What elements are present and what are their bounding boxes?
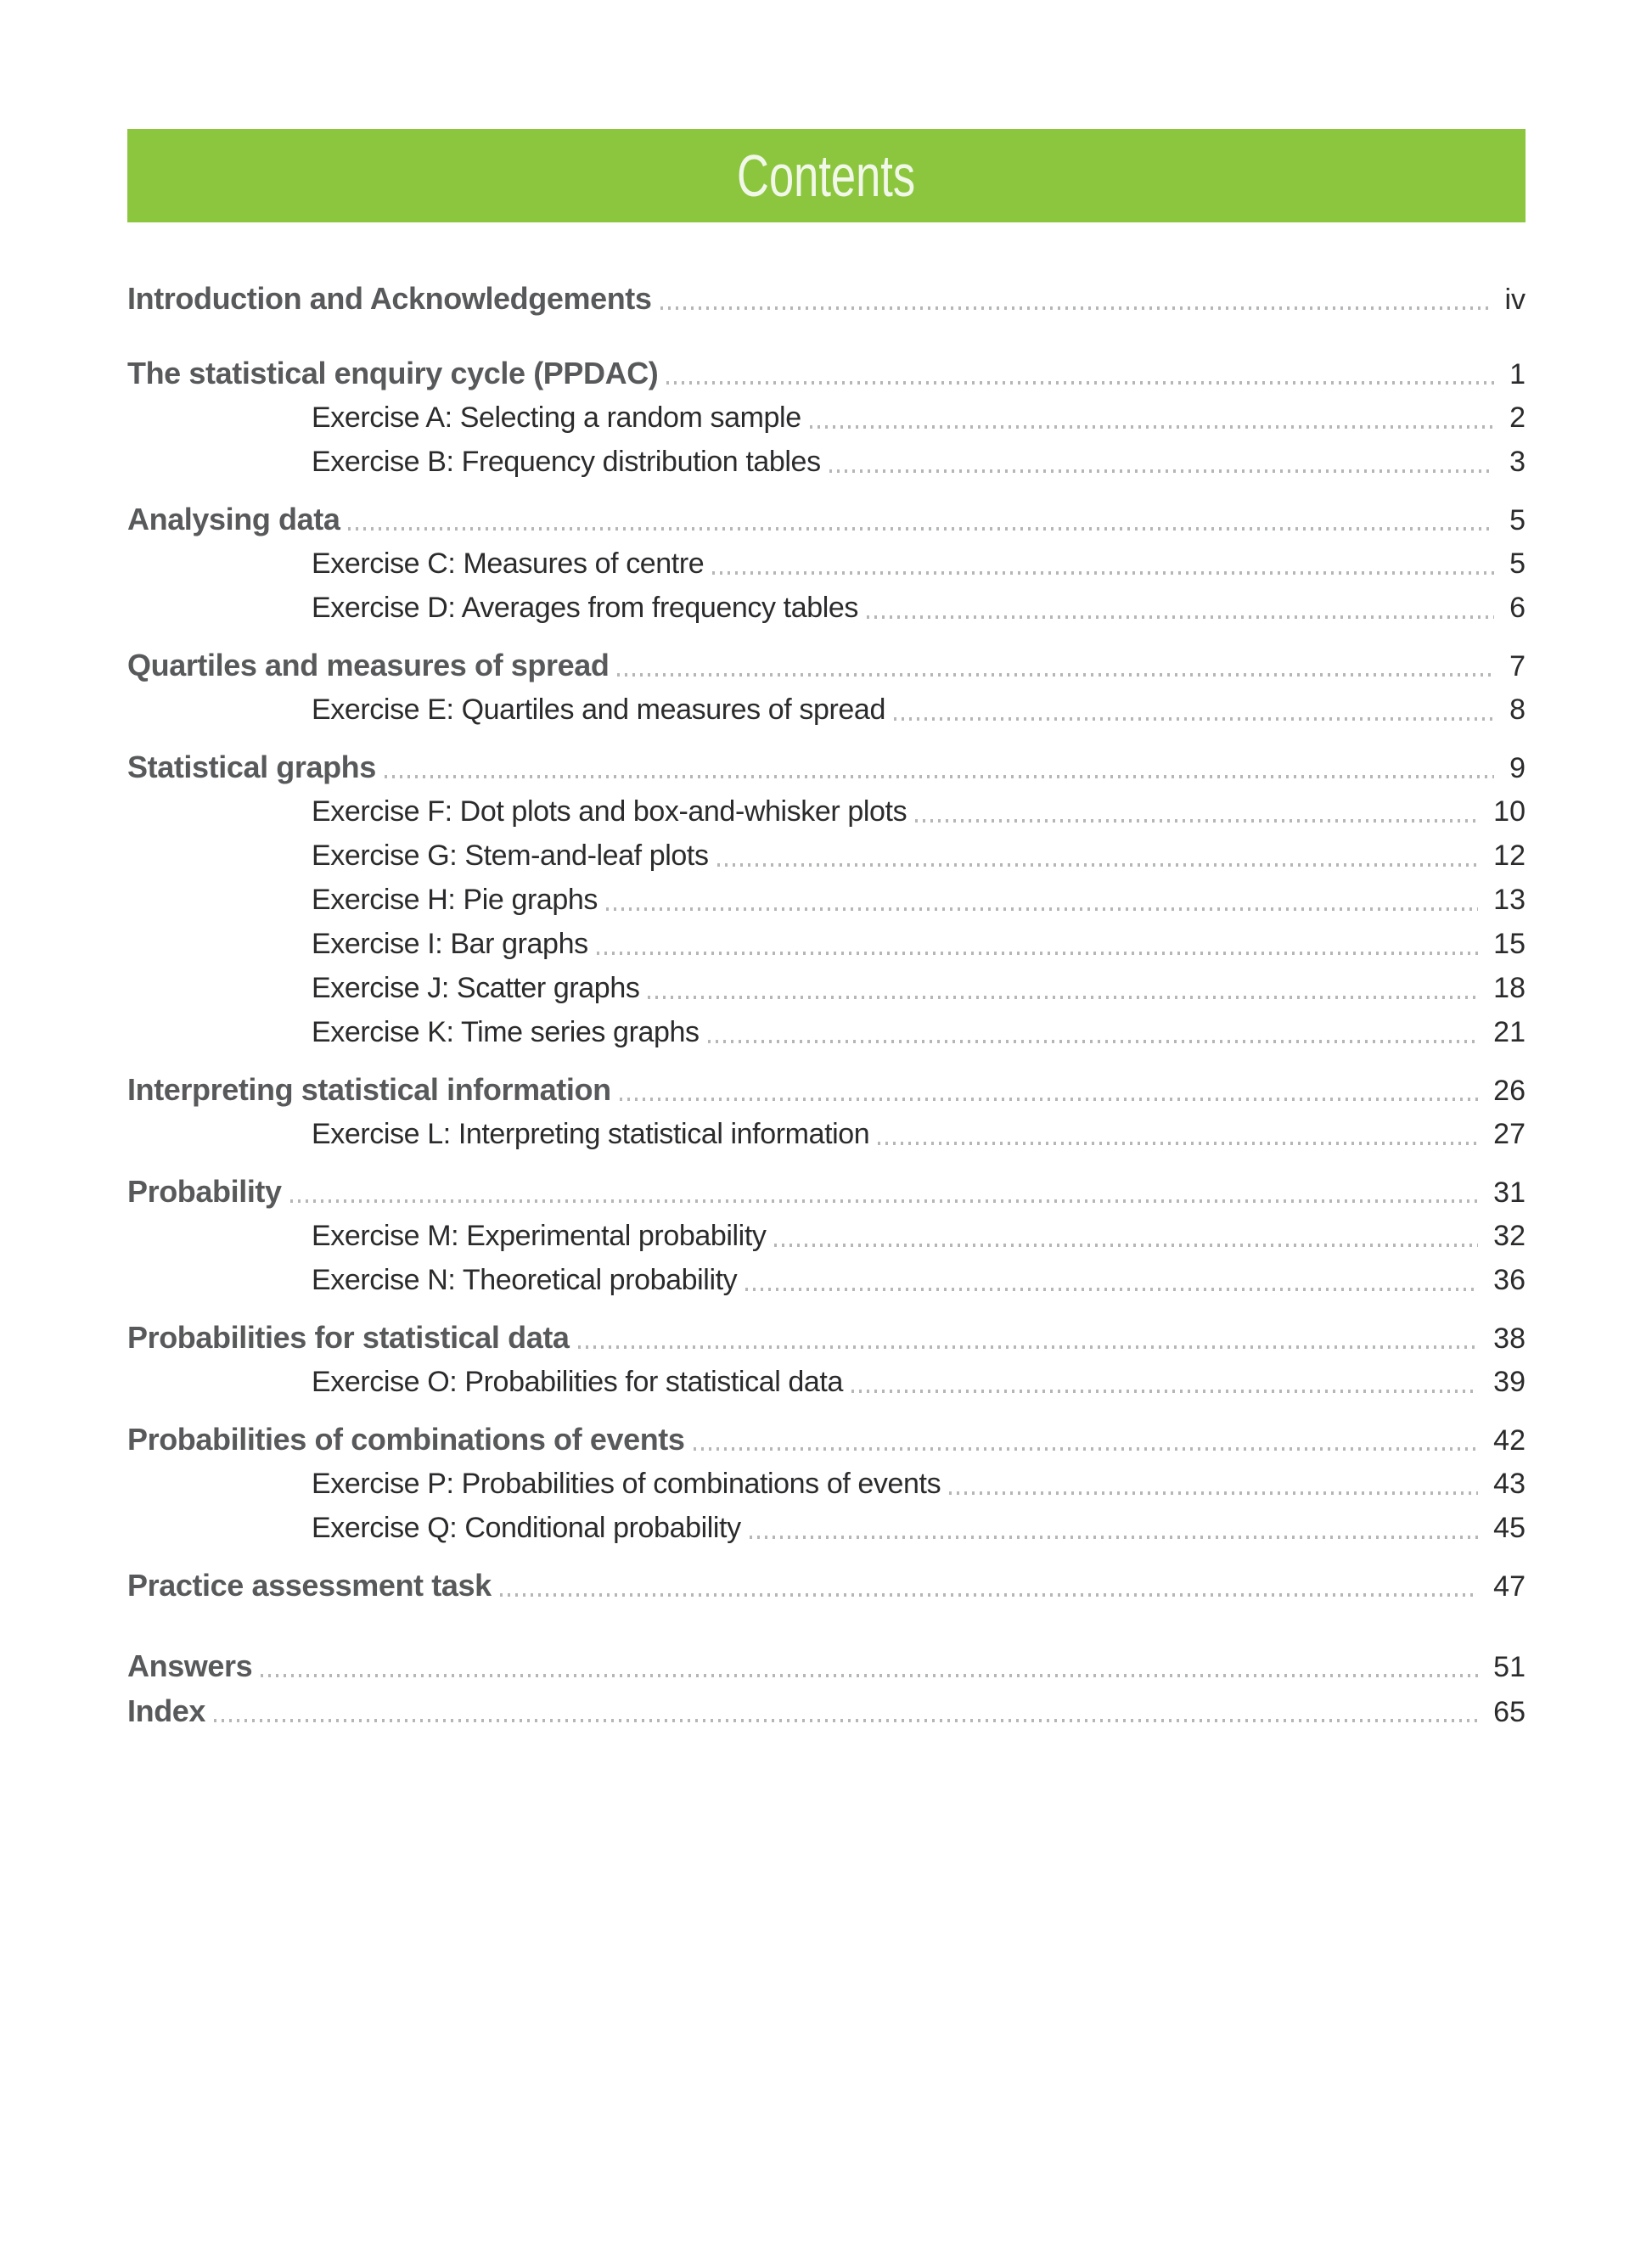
toc-entry-page: 42 [1493,1424,1526,1457]
toc-entry [127,1689,1526,1733]
toc-entry [127,1462,1526,1506]
toc-entry-label: Exercise K: Time series graphs [312,1016,700,1048]
toc-entry-page: 26 [1493,1075,1526,1107]
toc-entry-label: Exercise B: Frequency distribution tables [312,446,821,478]
toc-entry-label: Exercise I: Bar graphs [312,928,588,960]
toc-leader-dots [829,469,1494,473]
toc-leader-dots [214,1719,1478,1722]
toc-entry-page: 43 [1493,1468,1526,1500]
toc-entry-page: 21 [1493,1016,1526,1048]
toc-entry-label: Answers [127,1648,253,1683]
toc-entry [127,542,1526,586]
toc-leader-dots [385,775,1494,778]
toc-leader-dots [774,1244,1478,1247]
toc-leader-dots [894,717,1494,721]
toc-leader-dots [620,1098,1479,1101]
toc-leader-dots [597,952,1479,955]
toc-entry [127,1360,1526,1404]
toc-entry-label: Probability [127,1174,282,1209]
toc-leader-dots [261,1674,1478,1677]
toc-entry-page: 39 [1493,1366,1526,1398]
toc-entry [127,745,1526,789]
toc-leader-dots [867,615,1494,619]
toc-entry-label: Probabilities of combinations of events [127,1422,685,1457]
toc-leader-dots [648,996,1478,999]
toc-leader-dots [750,1536,1478,1539]
toc-entry-page: 18 [1493,972,1526,1004]
toc-entry-page: 51 [1493,1651,1526,1683]
toc-entry [127,396,1526,440]
toc-leader-dots [708,1040,1479,1043]
toc-entry-label: Exercise E: Quartiles and measures of spread [312,694,885,726]
toc-entry-label: Exercise F: Dot plots and box-and-whisker plots [312,795,907,828]
toc-entry [127,834,1526,878]
toc-entry-label: Exercise Q: Conditional probability [312,1512,741,1544]
toc-entry [127,1010,1526,1054]
toc-entry-page: 1 [1509,358,1526,390]
contents-header-bar [127,129,1526,222]
toc-entry-label: Exercise O: Probabilities for statistical data [312,1366,843,1398]
toc-entry [127,277,1526,321]
toc-entry-label: Exercise M: Experimental probability [312,1220,767,1252]
toc-entry-label: Exercise D: Averages from frequency tables [312,592,858,624]
toc-leader-dots [717,863,1479,867]
toc-entry-page: 3 [1509,446,1526,478]
toc-entry-label: Index [127,1693,206,1728]
toc-entry-page: 32 [1493,1220,1526,1252]
toc-entry-label: The statistical enquiry cycle (PPDAC) [127,356,659,390]
toc-entry-label: Practice assessment task [127,1568,492,1603]
toc-leader-dots [348,527,1494,531]
toc-entry-page: 2 [1509,402,1526,434]
toc-entry [127,1506,1526,1550]
toc-entry-label: Statistical graphs [127,750,376,784]
toc-entry-page: 7 [1509,650,1526,682]
toc-entry-label: Exercise G: Stem-and-leaf plots [312,840,709,872]
toc-entry-page: 31 [1493,1176,1526,1209]
toc-entry-page: 47 [1493,1570,1526,1603]
toc-leader-dots [500,1593,1478,1597]
toc-entry-page: 15 [1493,928,1526,960]
toc-entry [127,1418,1526,1462]
toc-entry-page: 36 [1493,1264,1526,1296]
toc-entry [127,1316,1526,1360]
toc-entry-page: 38 [1493,1322,1526,1355]
toc-entry-page: 6 [1509,592,1526,624]
toc-leader-dots [949,1491,1478,1495]
toc-leader-dots [810,425,1494,429]
toc-entry-label: Exercise L: Interpreting statistical information [312,1118,870,1150]
toc-leader-dots [851,1390,1478,1393]
toc-entry [127,1170,1526,1214]
toc-entry-label: Exercise A: Selecting a random sample [312,402,801,434]
toc-entry-page: 5 [1509,548,1526,580]
toc-entry-page: 5 [1509,504,1526,536]
toc-entry-label: Interpreting statistical information [127,1072,611,1107]
toc-entry [127,1068,1526,1112]
toc-entry [127,688,1526,732]
toc-leader-dots [660,306,1490,310]
toc-leader-dots [617,673,1494,677]
toc-leader-dots [606,907,1478,911]
toc-entry-label: Exercise H: Pie graphs [312,884,598,916]
toc-entry [127,351,1526,396]
toc-leader-dots [694,1447,1479,1451]
toc-entry [127,789,1526,834]
toc-entry-label: Exercise N: Theoretical probability [312,1264,738,1296]
toc-leader-dots [666,381,1494,385]
toc-leader-dots [878,1142,1478,1145]
toc-entry [127,643,1526,688]
toc-entry [127,1564,1526,1608]
toc-entry [127,1112,1526,1156]
toc-entry-label: Exercise P: Probabilities of combinations of events [312,1468,941,1500]
toc-entry [127,1214,1526,1258]
toc-leader-dots [745,1288,1478,1291]
toc-entry [127,1258,1526,1302]
toc-entry-page: iv [1504,284,1526,316]
page-title: Contents [737,143,916,209]
toc-entry-label: Exercise C: Measures of centre [312,548,705,580]
toc-entry-label: Quartiles and measures of spread [127,648,610,682]
toc-entry-page: 12 [1493,840,1526,872]
toc-entry-page: 13 [1493,884,1526,916]
toc-leader-dots [712,571,1494,575]
toc-entry [127,922,1526,966]
toc-entry [127,586,1526,630]
toc-leader-dots [578,1345,1479,1349]
toc-entry-page: 27 [1493,1118,1526,1150]
toc-entry-page: 65 [1493,1696,1526,1728]
toc-entry-label: Introduction and Acknowledgements [127,281,652,316]
toc-entry-page: 10 [1493,795,1526,828]
toc-entry-label: Exercise J: Scatter graphs [312,972,640,1004]
toc-leader-dots [915,819,1478,823]
toc-entry-page: 9 [1509,752,1526,784]
toc-entry-label: Probabilities for statistical data [127,1320,570,1355]
toc-entry [127,440,1526,484]
toc-list [127,277,1526,1733]
toc-entry-label: Analysing data [127,502,340,536]
toc-entry [127,878,1526,922]
toc-entry-page: 8 [1509,694,1526,726]
toc-entry [127,966,1526,1010]
toc-entry [127,1644,1526,1688]
toc-entry [127,497,1526,542]
toc-entry-page: 45 [1493,1512,1526,1544]
toc-leader-dots [290,1199,1479,1203]
